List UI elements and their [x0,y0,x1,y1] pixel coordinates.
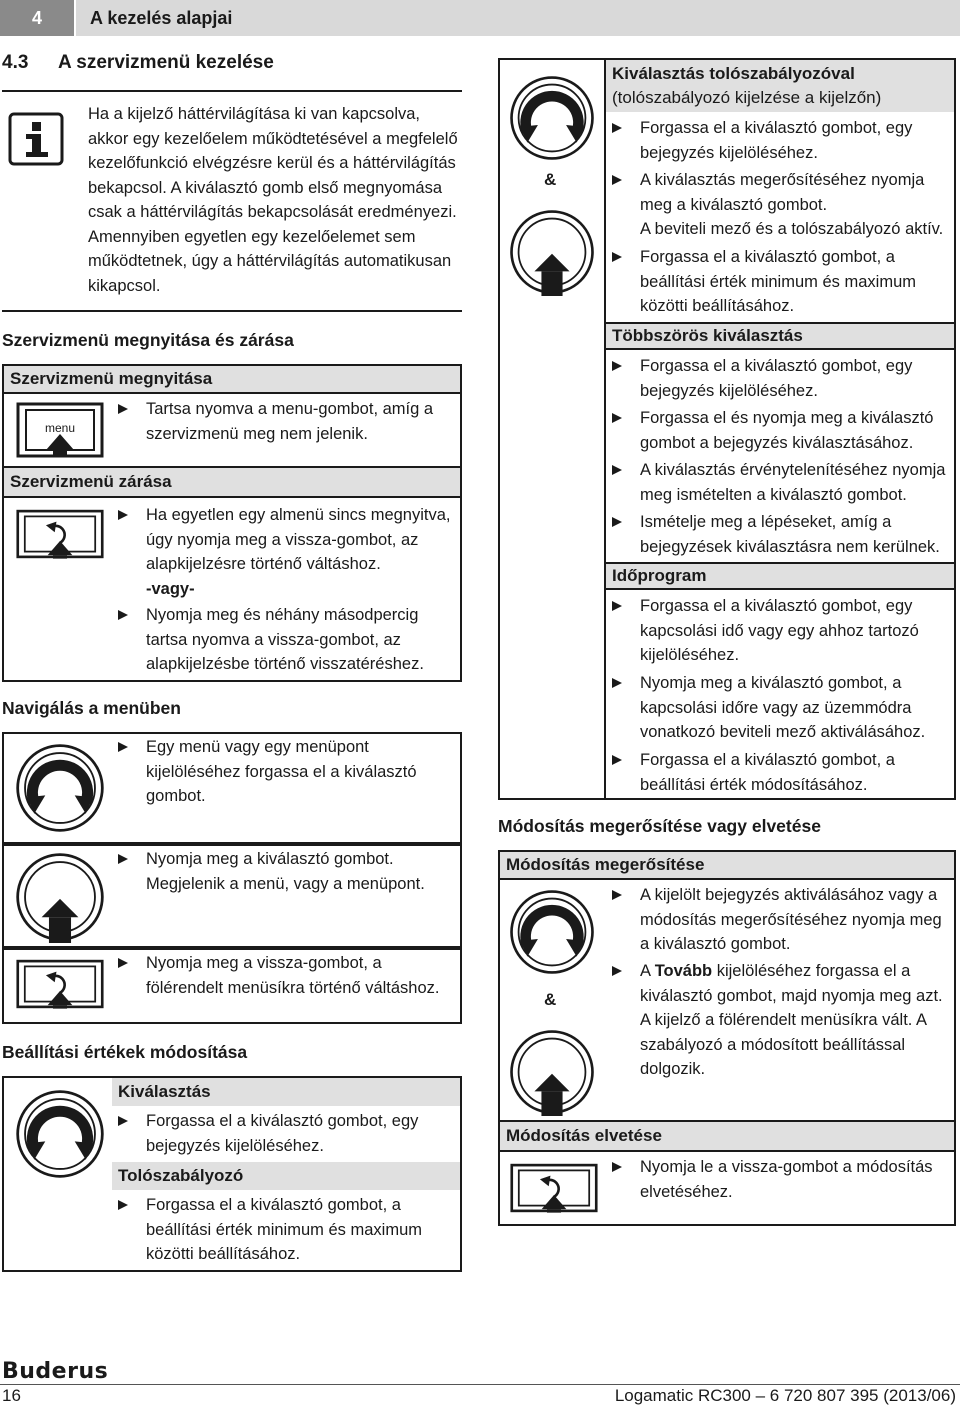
timeprog-header: Időprogram [606,562,954,590]
selector-header [606,60,954,112]
rotate-knob-icon [508,74,596,162]
modify-heading: Módosítás megerősítése vagy elvetése [498,816,821,836]
section-number: 4.3 [2,52,29,73]
open-close-heading: Szervizmenü megnyitása és zárása [2,330,294,350]
confirm-bullet-2-post: kijelöléséhez forgassa el a kiválasztó gombot, majd nyomja meg azt. A kijelző a fölérendelt menüsíkra vált. A szabályozó a módosított beállítással dolgozik. [640,962,943,1078]
multi-header: Többszörös kiválasztás [606,322,954,350]
and-symbol: & [544,990,557,1009]
confirm-bullet-2-pre: A [640,962,655,980]
page-number: 16 [2,1386,21,1405]
multi-bullet-2: Forgassa el és nyomja meg a kiválasztó gombot a bejegyzés kiválasztásához. [610,406,950,455]
info-top-rule [2,90,462,92]
multi-bullet-1: Forgassa el a kiválasztó gombot, egy bejegyzés kijelöléséhez. [610,354,950,403]
timeprog-bullet-3: Forgassa el a kiválasztó gombot, a beállítási érték módosításához. [610,748,940,797]
buderus-logo: Buderus [2,1359,109,1384]
nav-bullet-1: Egy menü vagy egy menüpont kijelöléséhez forgassa el a kiválasztó gombot. [116,735,436,809]
open-header: Szervizmenü megnyitása [2,364,462,394]
rotate-knob-icon [14,1086,106,1182]
or-text: -vagy- [146,580,195,598]
confirm-header: Módosítás megerősítése [498,850,956,880]
navigation-heading: Navigálás a menüben [2,698,181,718]
and-symbol: & [544,170,557,189]
selector-bullet-2a: A kiválasztás megerősítéséhez nyomja meg a kiválasztó gombot. [610,168,950,217]
section-title-text: A szervizmenü kezelése [58,52,274,73]
confirm-bullet-2-bold: Tovább [654,962,713,980]
timeprog-bullet-2: Nyomja meg a kiválasztó gombot, a kapcsolási időre vagy az üzemmódra vonatkozó beviteli mező aktiválásához. [610,671,940,745]
nav-bullet-2: Nyomja meg a kiválasztó gombot. Megjelenik a menü, vagy a menüpont. [116,847,456,896]
section-title [2,52,274,74]
info-text: Ha a kijelző háttérvilágítása ki van kapcsolva, akkor egy kezelőelem működtetésével a megfelelő kezelőfunkció elvégzésre kerül és a háttérvilágítás bekapcsol. A kiválasztó gomb első megnyomása csak a háttérvilágítás bekapcsolását eredményezi. Amennyiben egyetlen egy kezelőelemet sem működtetnek, úgy a háttérvilágítás automatikusan kikapcsol. [88,105,458,295]
press-knob-icon [14,850,106,944]
menu-button-icon [16,402,104,458]
rotate-knob-icon [14,740,106,836]
back-button-icon [16,956,104,1012]
info-icon [8,112,64,166]
close-bullet-2: Nyomja meg és néhány másodpercig tartsa nyomva a vissza-gombot, az alapkijelzésbe történő visszatéréshez. [116,603,456,677]
tolo-header: Tolószabályozó [112,1162,460,1190]
footer-rule [0,1384,960,1385]
info-bottom-rule [2,310,462,312]
confirm-bullet-1: A kijelölt bejegyzés aktiválásához vagy a módosítás megerősítéséhez nyomja meg a kiválasztó gombot. [610,883,954,957]
press-knob-icon [508,206,596,298]
open-bullet: Tartsa nyomva a menu-gombot, amíg a szervizmenü meg nem jelenik. [116,397,456,446]
close-bullet-1: Ha egyetlen egy almenü sincs megnyitva, úgy nyomja meg a vissza-gombot, az alapkijelzésre történő váltáshoz. [116,503,456,577]
confirm-bullet-2 [610,959,954,1082]
tolo-bullet: Forgassa el a kiválasztó gombot, a beállítási érték minimum és maximum közötti beállításához. [116,1193,446,1267]
back-button-icon [16,506,104,562]
close-header: Szervizmenü zárása [2,468,462,498]
selector-bullet-3: Forgassa el a kiválasztó gombot, a beállítási érték minimum és maximum közötti beállításához. [610,245,940,319]
timeprog-bullet-1: Forgassa el a kiválasztó gombot, egy kapcsolási idő vagy egy ahhoz tartozó kijelöléséhez. [610,594,940,668]
selector-header-title: Kiválasztás tolószabályozóval [612,64,855,83]
chapter-number: 4 [0,0,74,36]
press-knob-icon [508,1026,596,1118]
rotate-knob-icon [508,888,596,976]
kivalasztas-header: Kiválasztás [112,1078,460,1106]
selector-bullet-2b: A beviteli mező és a tolószabályozó aktív. [640,220,944,238]
selector-header-subtitle: (tolószabályozó kijelzése a kijelzőn) [612,88,882,107]
back-button-icon [510,1160,598,1216]
reject-header: Módosítás elvetése [498,1122,956,1152]
document-reference: Logamatic RC300 – 6 720 807 395 (2013/06) [614,1386,956,1405]
kivalasztas-bullet: Forgassa el a kiválasztó gombot, egy bejegyzés kijelöléséhez. [116,1109,456,1158]
nav-bullet-3: Nyomja meg a vissza-gombot, a fölérendelt menüsíkra történő váltáshoz. [116,951,456,1000]
menu-button-label: menu [44,421,76,435]
multi-bullet-4: Ismételje meg a lépéseket, amíg a bejegyzések kiválasztásra nem kerülnek. [610,510,950,559]
selector-bullet-1: Forgassa el a kiválasztó gombot, egy bejegyzés kijelöléséhez. [610,116,950,165]
chapter-title: A kezelés alapjai [76,0,960,36]
selector-divider [604,58,606,800]
reject-bullet: Nyomja le a vissza-gombot a módosítás elvetéséhez. [610,1155,940,1204]
multi-bullet-3: A kiválasztás érvénytelenítéséhez nyomja meg ismételten a kiválasztó gombot. [610,458,954,507]
settings-heading: Beállítási értékek módosítása [2,1042,248,1062]
